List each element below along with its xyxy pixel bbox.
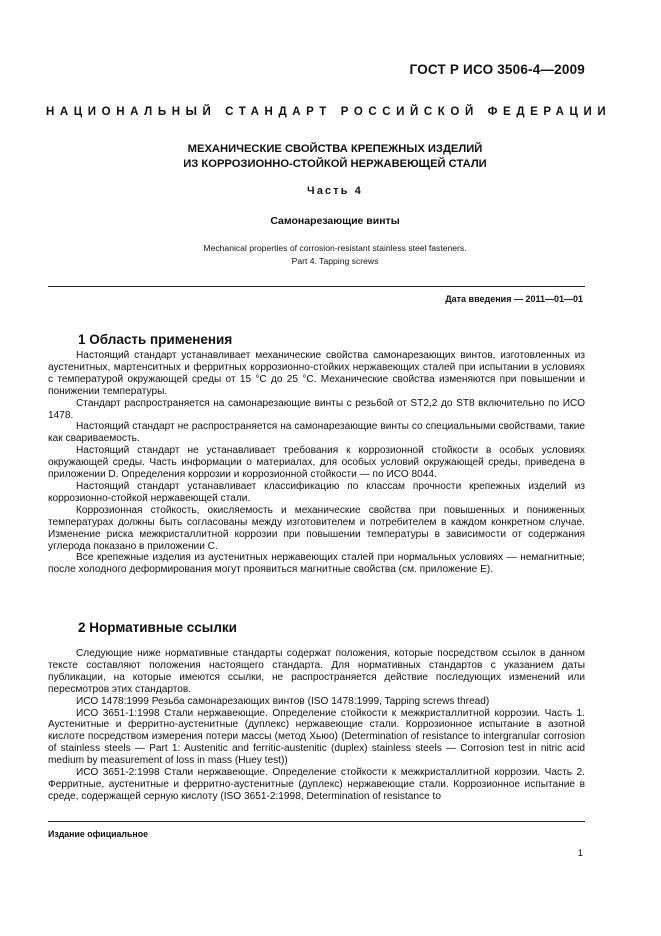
paragraph: Настоящий стандарт не распространяется на самонарезающие винты со специальными свойствами, такие как свариваемость.: [48, 421, 585, 445]
effective-date: Дата введения — 2011—01—01: [445, 294, 583, 304]
standard-code: ГОСТ Р ИСО 3506-4—2009: [409, 62, 585, 77]
document-subtitle: Самонарезающие винты: [270, 215, 400, 227]
section-2-body: [48, 648, 585, 803]
section-1-body: [48, 350, 585, 576]
national-standard-banner: НАЦИОНАЛЬНЫЙ СТАНДАРТ РОССИЙСКОЙ ФЕДЕРАЦИИ: [46, 106, 612, 118]
paragraph: ИСО 3651-2:1998 Стали нержавеющие. Определение стойкости к межкристаллитной коррозии. Часть 2. Ферритные, аустенитные и ферритно-аустенитные (дуплекс) нержавеющие стали. Коррозионное испытание в среде, содержащей серную кислоту (ISO 3651-2:1998, Determination of resistance to: [48, 767, 585, 802]
bottom-divider: [48, 821, 585, 822]
top-divider: [48, 286, 585, 287]
paragraph: Следующие ниже нормативные стандарты содержат положения, которые посредством ссылок в данном тексте составляют положения настоящего стандарта. Для нормативных стандартов с указанием даты публикации, на которые имеются ссылки, не распространяется действие последующих изменений или пересмотров этих стандартов.: [48, 648, 585, 695]
title-line-1: МЕХАНИЧЕСКИЕ СВОЙСТВА КРЕПЕЖНЫХ ИЗДЕЛИЙ: [187, 143, 483, 155]
section-1-heading: 1 Область применения: [78, 332, 233, 347]
english-title-line-2: Part 4. Tapping screws: [291, 256, 379, 266]
paragraph: ИСО 1478:1999 Резьба самонарезающих винтов (ISO 1478:1999, Tapping screws thread): [76, 695, 490, 707]
paragraph: Настоящий стандарт устанавливает механические свойства самонарезающих винтов, изготовленных из аустенитных, мартенситных и ферритных коррозионно-стойких нержавеющих сталей при испытании в условиях с температурой окружающей среды от 15 °С до 25 °С. Механические свойства изменяются при повышении и понижении температуры.: [48, 350, 585, 397]
document-title: [70, 142, 600, 172]
paragraph: Коррозионная стойкость, окисляемость и механические свойства при повышенных и пониженных температурах должны быть согласованы между изготовителем и потребителем в каждом конкретном случае. Изменение риска межкристаллитной коррозии при повышении температуры в зависимости от содержания углерода показано в приложении С.: [48, 504, 585, 552]
paragraph: ИСО 3651-1:1998 Стали нержавеющие. Определение стойкости к межкристаллитной коррозии. Часть 1. Аустенитные и ферритно-аустенитные (дуплекс) нержавеющие стали. Коррозионное испытание в азотной кислоте посредством измерения потери массы (метод Хьюо) (Determination of resistance to intergranular corrosion of stainless steels — Part 1: Austenitic and ferritic-austenitic (duplex) stainless steels — Corrosion test in nitric acid medium by measurement of loss in mass (Huey test)): [48, 707, 585, 767]
paragraph: Стандарт распространяется на самонарезающие винты с резьбой от ST2,2 до ST8 включительно по ИСО 1478.: [48, 397, 585, 421]
edition-note: Издание официальное: [48, 829, 148, 839]
page-number: 1: [577, 848, 583, 859]
part-label: Часть 4: [307, 185, 363, 197]
paragraph: Настоящий стандарт устанавливает классификацию по классам прочности крепежных изделий из коррозионно-стойкой нержавеющей стали.: [48, 480, 585, 504]
english-title: [70, 242, 600, 268]
section-2-heading: 2 Нормативные ссылки: [78, 620, 237, 635]
english-title-line-1: Mechanical properties of corrosion-resistant stainless steel fasteners.: [203, 243, 467, 253]
paragraph: Все крепежные изделия из аустенитных нержавеющих сталей при нормальных условиях — немагнитные; после холодного деформирования могут проявиться магнитные свойства (см. приложение Е).: [48, 552, 585, 576]
title-line-2: ИЗ КОРРОЗИОННО-СТОЙКОЙ НЕРЖАВЕЮЩЕЙ СТАЛИ: [183, 158, 487, 170]
paragraph: Настоящий стандарт не устанавливает требования к коррозионной стойкости в особых условиях окружающей среды. Часть информации о материалах, для особых условий окружающей среды, приведена в приложении D. Определения коррозии и коррозионной стойкости — по ИСО 8044.: [48, 445, 585, 481]
